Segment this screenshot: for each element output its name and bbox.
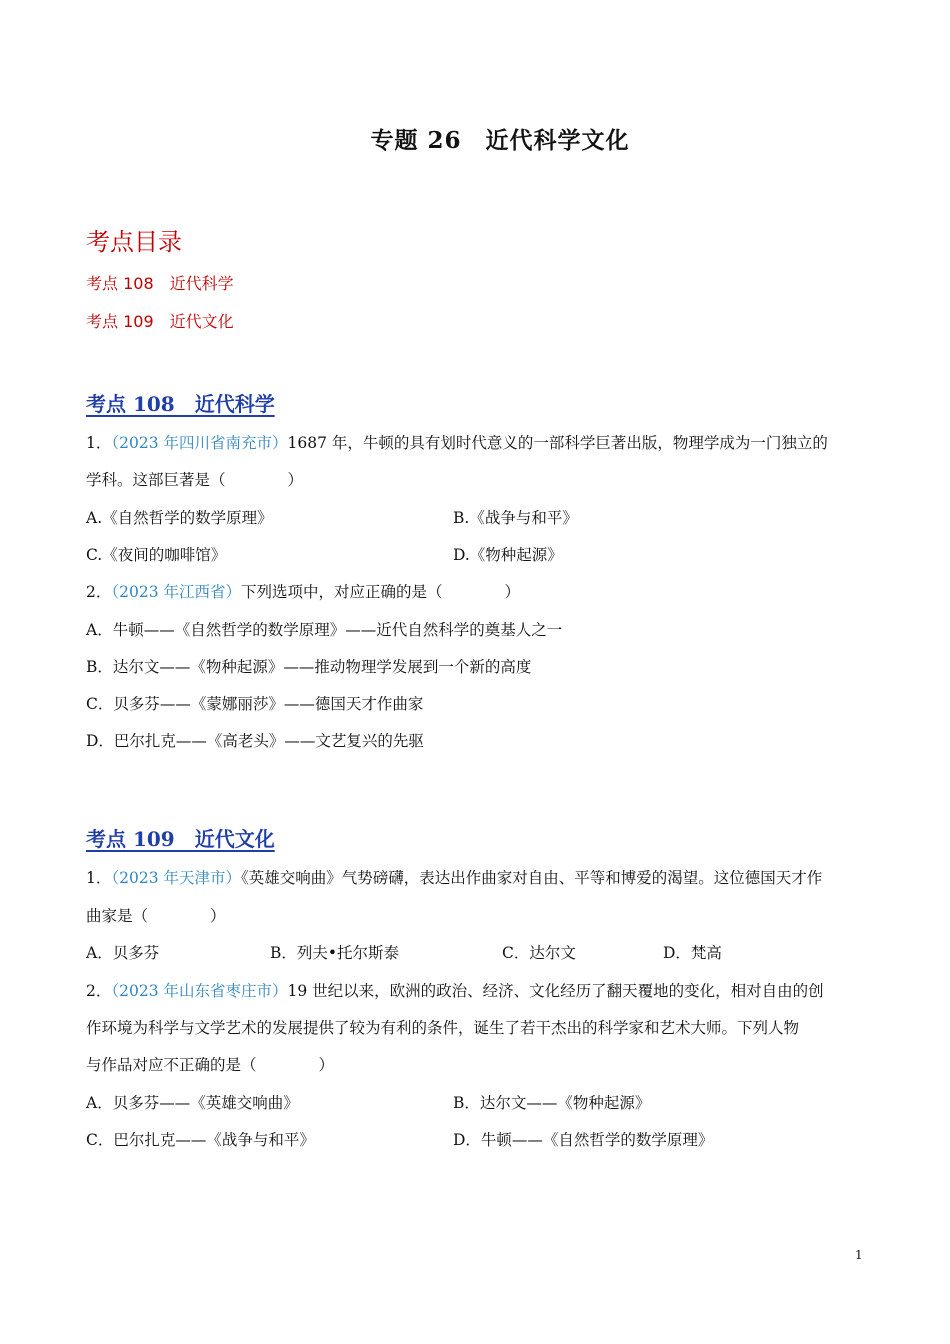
question-stem (86, 433, 828, 453)
option-a: A．牛顿——《自然哲学的数学原理》——近代自然科学的奠基人之一 (86, 621, 563, 639)
question-text: 《英雄交响曲》气势磅礴，表达出作曲家对自由、平等和博爱的渴望。这位德国天才作 (241, 869, 823, 887)
option-d: D.《物种起源》 (453, 546, 563, 564)
option-d: D．梵高 (663, 944, 722, 962)
question-text: 19 世纪以来，欧洲的政治、经济、文化经历了翻天覆地的变化，相对自由的创 (287, 982, 824, 1000)
option-b: B.《战争与和平》 (453, 509, 578, 527)
question-text: 学科。这部巨著是（ ） (86, 471, 304, 489)
question-number: 1． (86, 869, 112, 887)
question-text: 下列选项中，对应正确的是（ ） (241, 583, 521, 601)
question-number: 2． (86, 583, 112, 601)
question-stem (86, 582, 520, 602)
option-c: C．巴尔扎克——《战争与和平》 (86, 1131, 315, 1149)
question-source: （2023 年山东省枣庄市） (111, 982, 288, 1000)
option-c: C．贝多芬——《蒙娜丽莎》——德国天才作曲家 (86, 695, 424, 713)
question-text: 与作品对应不正确的是（ ） (86, 1056, 335, 1074)
question-stem (86, 868, 822, 888)
option-a: A．贝多芬——《英雄交响曲》 (86, 1094, 299, 1112)
section-heading-108: 考点 108 近代科学 (86, 392, 275, 416)
option-c: C．达尔文 (502, 944, 576, 962)
question-source: （2023 年天津市） (111, 869, 241, 887)
option-b: B．达尔文——《物种起源》 (453, 1094, 651, 1112)
question-source: （2023 年四川省南充市） (111, 434, 288, 452)
page-title: 专题 26 近代科学文化 (370, 127, 630, 154)
question-text: 作环境为科学与文学艺术的发展提供了较为有利的条件，诞生了若干杰出的科学家和艺术大师。下列人物 (86, 1019, 800, 1037)
option-a: A．贝多芬 (86, 944, 160, 962)
question-number: 2． (86, 982, 112, 1000)
toc-item-109[interactable]: 考点 109 近代文化 (86, 312, 234, 331)
question-source: （2023 年江西省） (111, 583, 241, 601)
toc-item-108[interactable]: 考点 108 近代科学 (86, 274, 234, 293)
section-heading-109: 考点 109 近代文化 (86, 827, 275, 851)
option-d: D．巴尔扎克——《高老头》——文艺复兴的先驱 (86, 732, 424, 750)
option-b: B．达尔文——《物种起源》——推动物理学发展到一个新的高度 (86, 658, 532, 676)
toc-heading: 考点目录 (86, 228, 182, 256)
question-stem (86, 981, 824, 1001)
question-number: 1． (86, 434, 112, 452)
option-b: B．列夫•托尔斯泰 (270, 944, 400, 962)
page-number: 1 (855, 1248, 863, 1262)
option-a: A.《自然哲学的数学原理》 (86, 509, 273, 527)
question-text: 曲家是（ ） (86, 907, 226, 925)
question-text: 1687 年，牛顿的具有划时代意义的一部科学巨著出版，物理学成为一门独立的 (287, 434, 828, 452)
option-d: D．牛顿——《自然哲学的数学原理》 (453, 1131, 714, 1149)
option-c: C.《夜间的咖啡馆》 (86, 546, 227, 564)
